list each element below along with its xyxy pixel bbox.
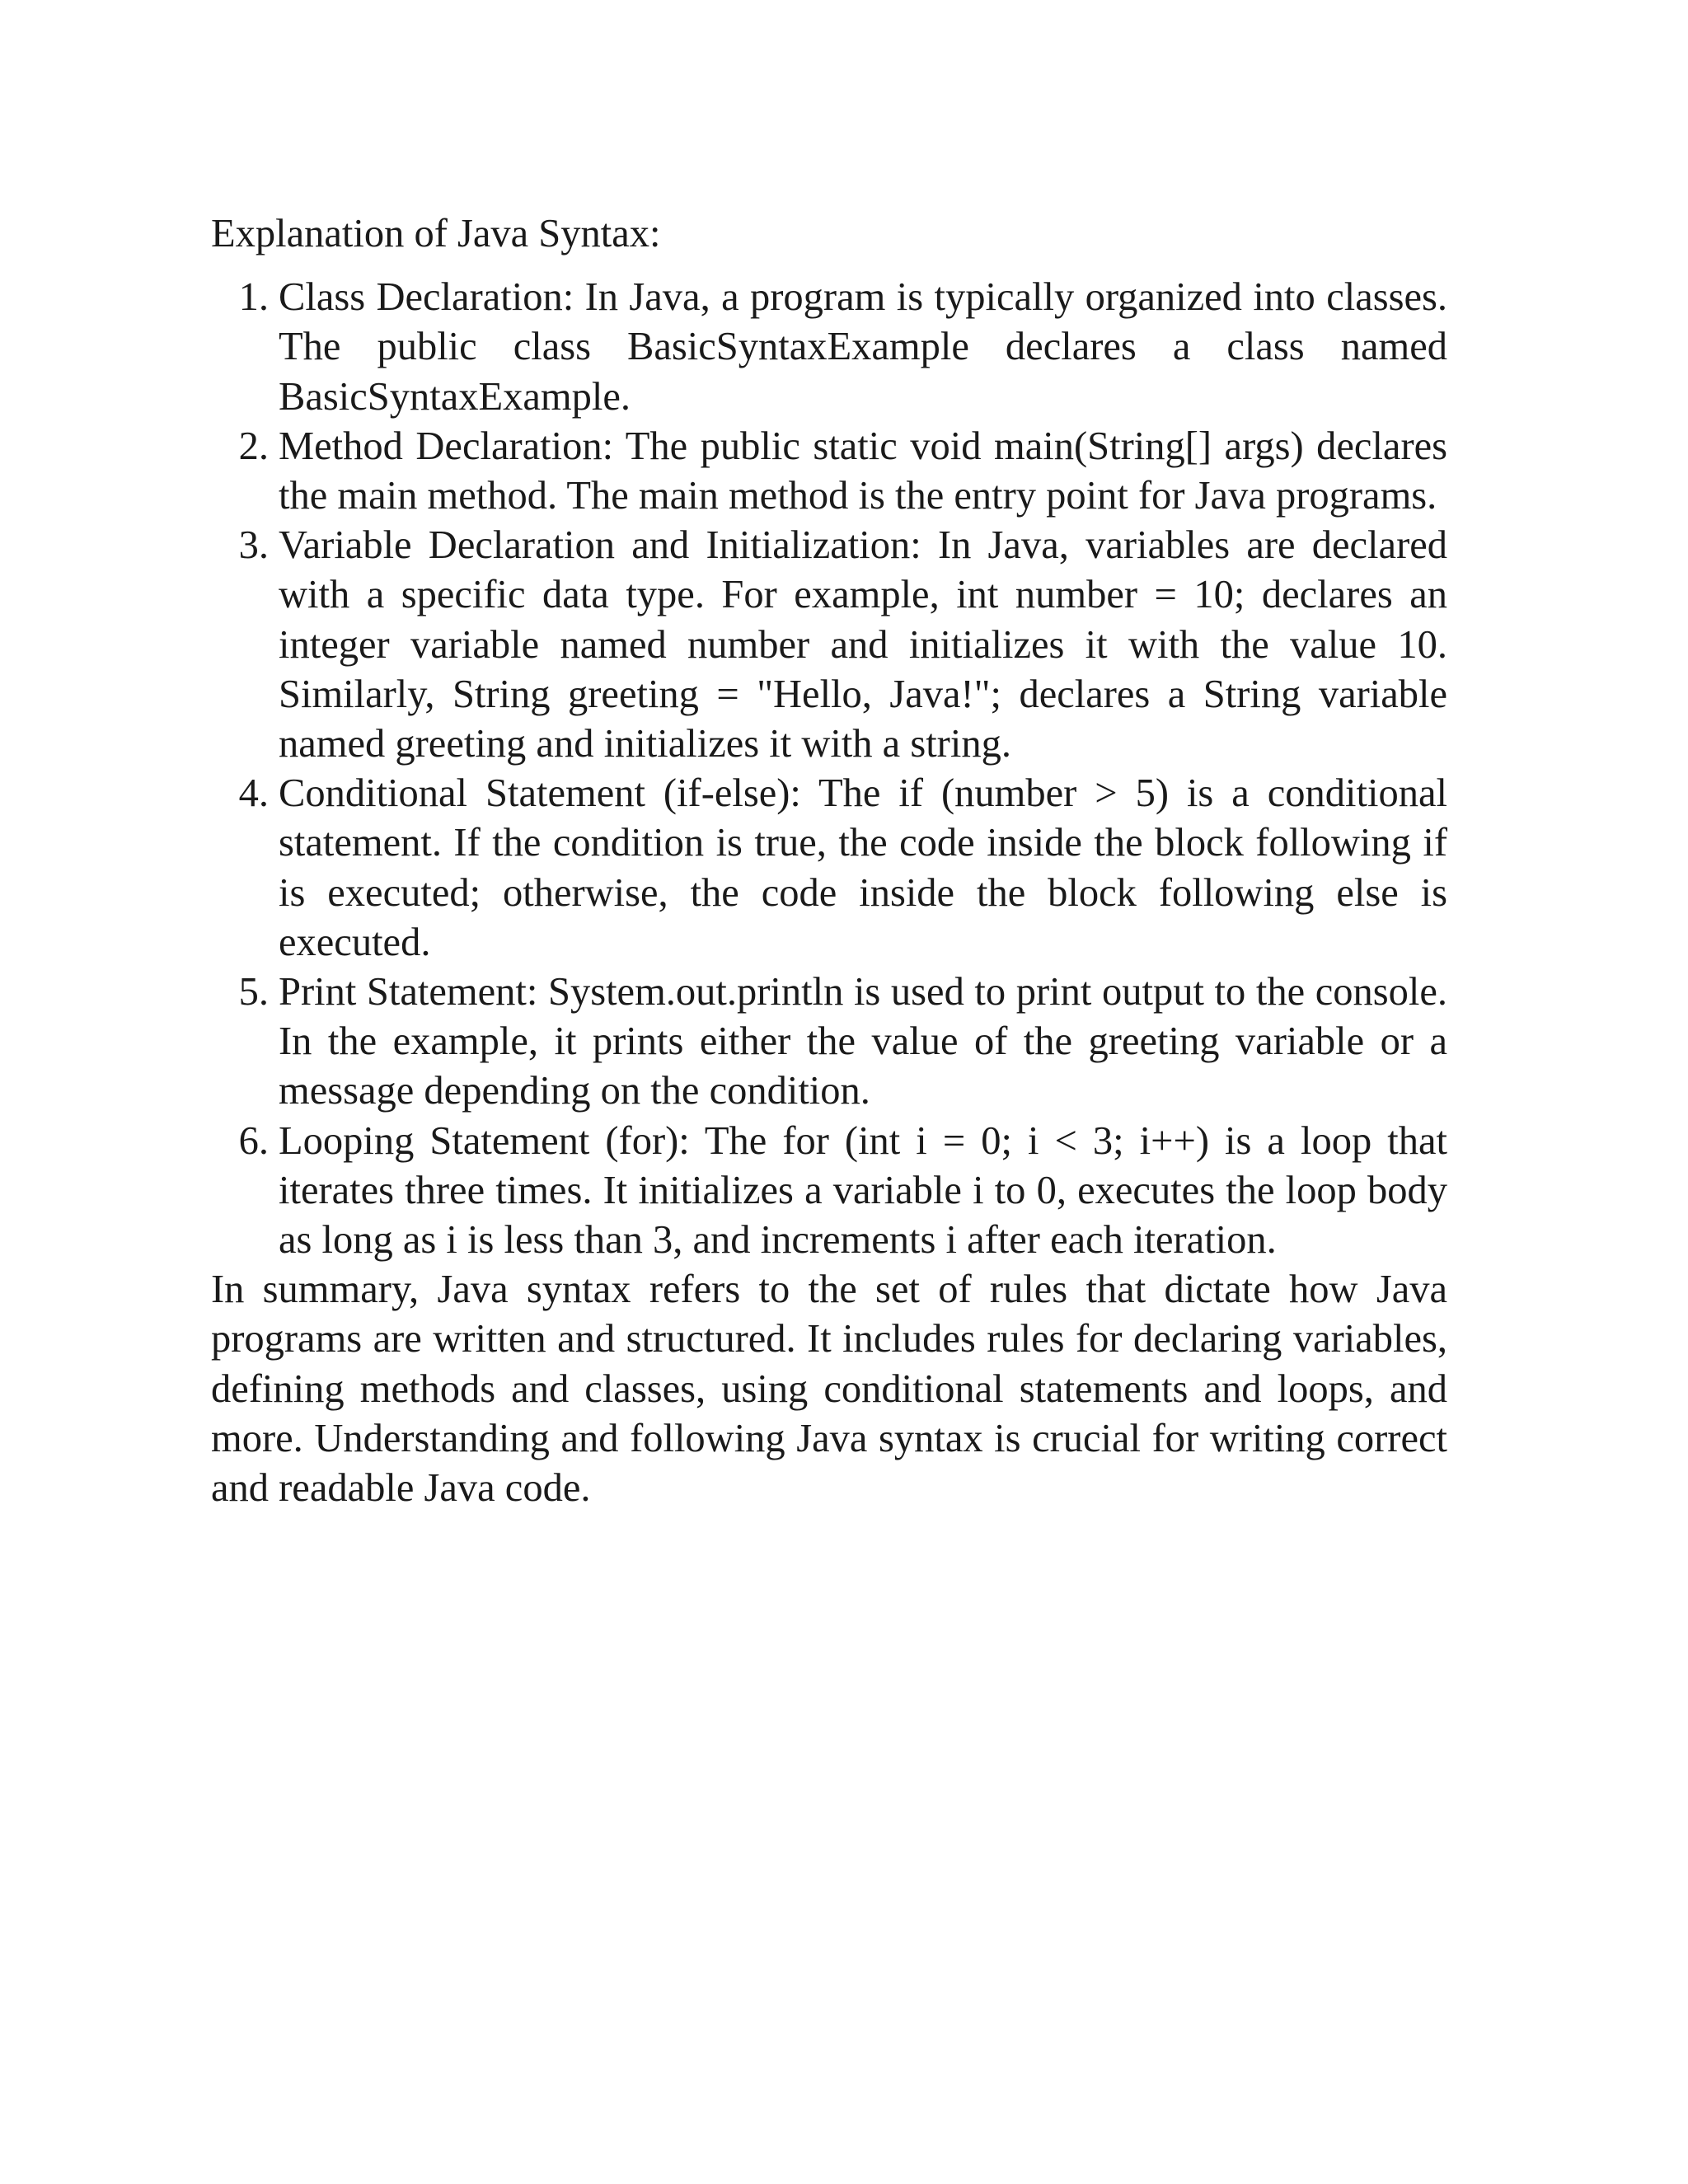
- list-item-number: 2.: [238, 424, 269, 468]
- list-item-number: 6.: [238, 1118, 269, 1163]
- list-item-conditional-statement: [211, 769, 1447, 968]
- list-item-text: Print Statement: System.out.println is used to print output to the console. In the example, it prints either the value of the greeting variable or a message depending on the condition.: [279, 970, 1447, 1113]
- list-item-print-statement: [211, 968, 1447, 1117]
- list-item-number: 5.: [238, 970, 269, 1015]
- list-item-text: Variable Declaration and Initialization: In Java, variables are declared with a specific data type. For example, int number = 10; declares an integer variable named number and initializes it with the value 10. Similarly, String greeting = "Hello, Java!"; declares a String variable named greeting and initializes it with a string.: [279, 523, 1447, 766]
- list-item-method-declaration: [211, 422, 1447, 521]
- document-body: [211, 209, 1447, 1513]
- list-item-number: 1.: [238, 275, 269, 320]
- list-item-number: 4.: [238, 771, 269, 816]
- summary-paragraph: In summary, Java syntax refers to the set of rules that dictate how Java programs are written and structured. It includes rules for declaring variables, defining methods and classes, using conditional statements and loops, and more. Understanding and following Java syntax is crucial for writing correct and readable Java code.: [211, 1268, 1447, 1511]
- page-heading: Explanation of Java Syntax:: [211, 212, 661, 255]
- list-item-text: Method Declaration: The public static void main(String[] args) declares the main method. The main method is the entry point for Java programs.: [279, 424, 1447, 518]
- list-item-variable-declaration: [211, 521, 1447, 769]
- list-item-text: Class Declaration: In Java, a program is typically organized into classes. The public class BasicSyntaxExample declares a class named BasicSyntaxExample.: [279, 275, 1447, 419]
- list-item-looping-statement: [211, 1117, 1447, 1266]
- list-item-text: Looping Statement (for): The for (int i = 0; i < 3; i++) is a loop that iterates three times. It initializes a variable i to 0, executes the loop body as long as i is less than 3, and increments i after each iteration.: [279, 1118, 1447, 1263]
- list-item-class-declaration: [211, 273, 1447, 422]
- list-item-text: Conditional Statement (if-else): The if (number > 5) is a conditional statement. If the condition is true, the code inside the block following if is executed; otherwise, the code inside the block following else is executed.: [279, 771, 1447, 964]
- list-item-number: 3.: [238, 523, 269, 568]
- syntax-explanation-list: [211, 273, 1447, 1265]
